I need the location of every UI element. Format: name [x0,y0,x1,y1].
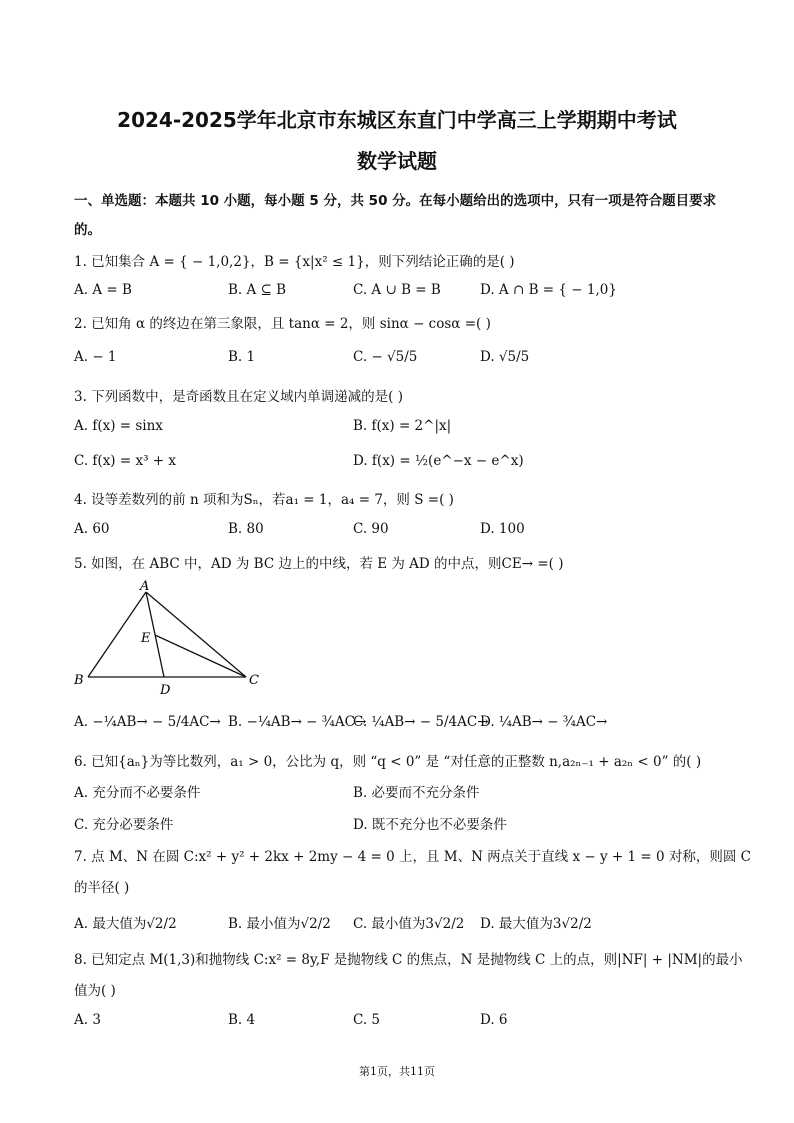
label-b: B [74,673,84,688]
question-1-stem: 1. 已知集合 A = { − 1,0,2}，B = {x|x² ≤ 1}，则下列结论正确的是( ) [74,254,515,270]
page-subtitle: 数学试题 [357,149,437,173]
question-3-stem: 3. 下列函数中，是奇函数且在定义域内单调递减的是( ) [74,389,403,405]
q4-option-d: D. 100 [480,521,525,537]
q2-option-b: B. 1 [228,349,256,365]
question-7-stem: 7. 点 M、N 在圆 C:x² + y² + 2kx + 2my − 4 = 0 上，且 M、N 两点关于直线 x − y + 1 = 0 对称，则圆 C [74,849,751,865]
label-a: A [140,580,150,594]
section-heading-cont: 的。 [74,222,101,238]
q3-option-b: B. f(x) = 2^|x| [353,418,452,434]
q6-option-b: B. 必要而不充分条件 [353,785,480,801]
q5-option-d: D. ¼AB→ − ¾AC→ [480,714,608,730]
q8-option-b: B. 4 [228,1012,256,1028]
question-6-stem: 6. 已知{aₙ}为等比数列，a₁ > 0，公比为 q，则 “q < 0” 是 “对任意的正整数 n,a₂ₙ₋₁ + a₂ₙ < 0” 的( ) [74,754,702,770]
label-d: D [160,683,171,698]
q1-option-a: A. A = B [74,282,132,298]
q7-option-a: A. 最大值为√2/2 [74,916,177,932]
question-8-stem-cont: 值为( ) [74,983,116,999]
question-4-stem: 4. 设等差数列的前 n 项和为Sₙ，若a₁ = 1，a₄ = 7，则 S =( ) [74,492,454,508]
q4-option-c: C. 90 [353,521,389,537]
q6-option-a: A. 充分而不必要条件 [74,785,201,801]
q2-option-d: D. √5/5 [480,349,530,365]
q2-option-a: A. − 1 [74,349,117,365]
q6-option-c: C. 充分必要条件 [74,817,174,833]
q2-option-c: C. − √5/5 [353,349,418,365]
question-5-stem: 5. 如图，在 ABC 中，AD 为 BC 边上的中线，若 E 为 AD 的中点，则CE→ =( ) [74,556,564,572]
q7-option-b: B. 最小值为√2/2 [228,916,331,932]
label-e: E [141,631,151,646]
q1-option-c: C. A ∪ B = B [353,282,441,298]
edge-ab [88,592,146,677]
label-c: C [249,673,259,688]
q8-option-d: D. 6 [480,1012,508,1028]
q4-option-b: B. 80 [228,521,264,537]
q5-option-b: B. −¼AB→ − ¾AC→ [228,714,367,730]
q3-option-c: C. f(x) = x³ + x [74,453,177,469]
q7-option-d: D. 最大值为3√2/2 [480,916,592,932]
q3-option-a: A. f(x) = sinx [74,418,163,434]
q8-option-a: A. 3 [74,1012,101,1028]
section-heading: 一、单选题：本题共 10 小题，每小题 5 分，共 50 分。在每小题给出的选项中，只有一项是符合题目要求 [74,193,717,209]
q7-option-c: C. 最小值为3√2/2 [353,916,465,932]
q8-option-c: C. 5 [353,1012,381,1028]
segment-ce [155,635,246,677]
q6-option-d: D. 既不充分也不必要条件 [353,817,507,833]
q5-option-c: C. ¼AB→ − 5/4AC→ [353,714,489,730]
triangle-figure [66,580,276,700]
page-footer: 第1页，共11页 [359,1065,435,1078]
q1-option-d: D. A ∩ B = { − 1,0} [480,282,617,298]
q4-option-a: A. 60 [74,521,110,537]
q5-option-a: A. −¼AB→ − 5/4AC→ [74,714,221,730]
question-8-stem: 8. 已知定点 M(1,3)和抛物线 C:x² = 8y,F 是抛物线 C 的焦点，N 是抛物线 C 上的点，则|NF| + |NM|的最小 [74,952,743,968]
q3-option-d: D. f(x) = ½(e^−x − e^x) [353,453,524,469]
question-7-stem-cont: 的半径( ) [74,880,130,896]
q1-option-b: B. A ⊆ B [228,282,287,298]
question-2-stem: 2. 已知角 α 的终边在第三象限，且 tanα = 2，则 sinα − cosα =( ) [74,316,491,332]
page-title: 2024-2025学年北京市东城区东直门中学高三上学期期中考试 [117,108,677,132]
